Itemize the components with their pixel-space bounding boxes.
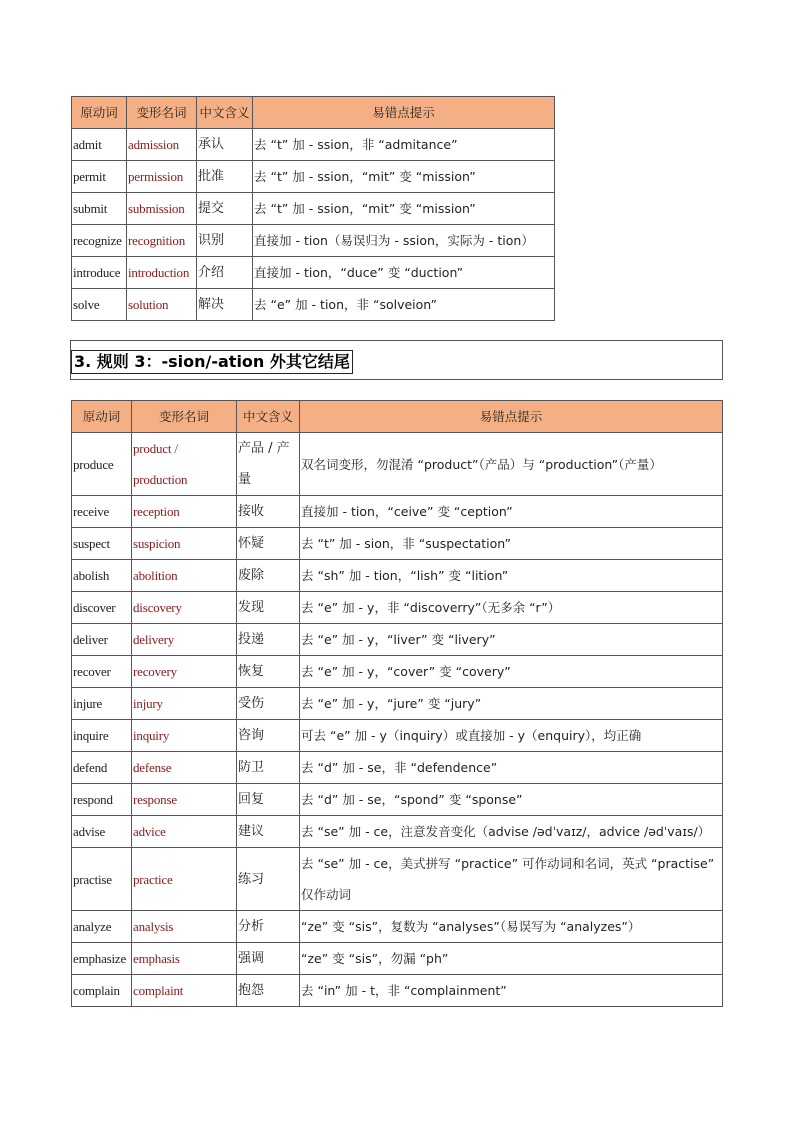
table-row xyxy=(72,688,723,720)
verb-cell: inquire xyxy=(72,720,132,752)
meaning-cell: 咨询 xyxy=(237,720,300,752)
header-noun: 变形名词 xyxy=(132,401,237,433)
meaning-cell: 强调 xyxy=(237,943,300,975)
verb-cell: submit xyxy=(72,193,127,225)
table-row xyxy=(72,193,555,225)
tip-cell: 去 “e” 加 - tion，非 “solveion” xyxy=(253,289,555,321)
meaning-cell: 练习 xyxy=(237,848,300,911)
table-row xyxy=(72,257,555,289)
noun-cell: response xyxy=(132,784,237,816)
verb-cell: injure xyxy=(72,688,132,720)
table-row xyxy=(72,560,723,592)
table-row xyxy=(72,496,723,528)
tip-cell: 去 “t” 加 - ssion，“mit” 变 “mission” xyxy=(253,193,555,225)
noun-cell: practice xyxy=(132,848,237,911)
meaning-cell: 产品 / 产量 xyxy=(237,433,300,496)
tip-cell: 直接加 - tion（易误归为 - ssion，实际为 - tion） xyxy=(253,225,555,257)
tip-cell: 去 “t” 加 - sion，非 “suspectation” xyxy=(300,528,723,560)
table-row xyxy=(72,848,723,911)
tip-cell: 直接加 - tion，“duce” 变 “duction” xyxy=(253,257,555,289)
table-row xyxy=(72,161,555,193)
tip-cell: 去 “t” 加 - ssion，“mit” 变 “mission” xyxy=(253,161,555,193)
meaning-cell: 怀疑 xyxy=(237,528,300,560)
verb-cell: recover xyxy=(72,656,132,688)
noun-cell: defense xyxy=(132,752,237,784)
noun-cell: submission xyxy=(127,193,197,225)
meaning-cell: 抱怨 xyxy=(237,975,300,1007)
verb-cell: complain xyxy=(72,975,132,1007)
meaning-cell: 防卫 xyxy=(237,752,300,784)
tip-cell: 去 “sh” 加 - tion，“lish” 变 “lition” xyxy=(300,560,723,592)
verb-cell: defend xyxy=(72,752,132,784)
noun-cell: permission xyxy=(127,161,197,193)
table-row xyxy=(72,624,723,656)
noun-cell: recognition xyxy=(127,225,197,257)
section-title: 3. 规则 3：-sion/-ation 外其它结尾 xyxy=(71,350,353,374)
noun-cell: injury xyxy=(132,688,237,720)
table-row xyxy=(72,433,723,496)
tip-cell: 去 “e” 加 - y，“jure” 变 “jury” xyxy=(300,688,723,720)
noun-cell: advice xyxy=(132,816,237,848)
noun-cell: complaint xyxy=(132,975,237,1007)
tip-cell: 去 “d” 加 - se，“spond” 变 “sponse” xyxy=(300,784,723,816)
meaning-cell: 分析 xyxy=(237,911,300,943)
meaning-cell: 恢复 xyxy=(237,656,300,688)
table-row xyxy=(72,129,555,161)
noun-cell: admission xyxy=(127,129,197,161)
verb-cell: introduce xyxy=(72,257,127,289)
verb-cell: emphasize xyxy=(72,943,132,975)
tip-cell: 去 “t” 加 - ssion，非 “admitance” xyxy=(253,129,555,161)
verb-cell: discover xyxy=(72,592,132,624)
noun-cell: delivery xyxy=(132,624,237,656)
verb-cell: analyze xyxy=(72,911,132,943)
noun-cell: analysis xyxy=(132,911,237,943)
meaning-cell: 承认 xyxy=(197,129,253,161)
meaning-cell: 识别 xyxy=(197,225,253,257)
verb-cell: recognize xyxy=(72,225,127,257)
header-noun: 变形名词 xyxy=(127,97,197,129)
meaning-cell: 发现 xyxy=(237,592,300,624)
meaning-cell: 建议 xyxy=(237,816,300,848)
verb-noun-table-1 xyxy=(71,96,555,321)
verb-cell: permit xyxy=(72,161,127,193)
verb-cell: advise xyxy=(72,816,132,848)
meaning-cell: 回复 xyxy=(237,784,300,816)
table-header-row xyxy=(72,401,723,433)
table-row xyxy=(72,975,723,1007)
tip-cell: 去 “e” 加 - y，“liver” 变 “livery” xyxy=(300,624,723,656)
verb-cell: produce xyxy=(72,433,132,496)
noun-cell: emphasis xyxy=(132,943,237,975)
header-tip: 易错点提示 xyxy=(253,97,555,129)
table-row xyxy=(72,784,723,816)
meaning-cell: 提交 xyxy=(197,193,253,225)
tip-cell: 去 “e” 加 - y，“cover” 变 “covery” xyxy=(300,656,723,688)
verb-cell: receive xyxy=(72,496,132,528)
noun-cell: product / production xyxy=(132,433,237,496)
tip-cell: 双名词变形，勿混淆 “product”（产品）与 “production”（产量） xyxy=(300,433,723,496)
tip-cell: 可去 “e” 加 - y（inquiry）或直接加 - y（enquiry），均正确 xyxy=(300,720,723,752)
noun-cell: introduction xyxy=(127,257,197,289)
table-row xyxy=(72,816,723,848)
table-row xyxy=(72,225,555,257)
verb-cell: solve xyxy=(72,289,127,321)
noun-cell: inquiry xyxy=(132,720,237,752)
tip-cell: 去 “se” 加 - ce，美式拼写 “practice” 可作动词和名词，英式 “practise” 仅作动词 xyxy=(300,848,723,911)
table-row xyxy=(72,720,723,752)
table-row xyxy=(72,289,555,321)
tip-cell: 去 “e” 加 - y，非 “discoverry”（无多余 “r”） xyxy=(300,592,723,624)
table-row xyxy=(72,656,723,688)
header-verb: 原动词 xyxy=(72,401,132,433)
meaning-cell: 投递 xyxy=(237,624,300,656)
header-verb: 原动词 xyxy=(72,97,127,129)
meaning-cell: 介绍 xyxy=(197,257,253,289)
verb-cell: abolish xyxy=(72,560,132,592)
meaning-cell: 接收 xyxy=(237,496,300,528)
noun-cell: abolition xyxy=(132,560,237,592)
meaning-cell: 解决 xyxy=(197,289,253,321)
meaning-cell: 受伤 xyxy=(237,688,300,720)
verb-noun-table-2 xyxy=(71,400,723,1007)
tip-cell: “ze” 变 “sis”，复数为 “analyses”（易误写为 “analyzes”） xyxy=(300,911,723,943)
noun-cell: recovery xyxy=(132,656,237,688)
table-row xyxy=(72,943,723,975)
tip-cell: 直接加 - tion，“ceive” 变 “ception” xyxy=(300,496,723,528)
verb-cell: deliver xyxy=(72,624,132,656)
tip-cell: “ze” 变 “sis”，勿漏 “ph” xyxy=(300,943,723,975)
table-header-row xyxy=(72,97,555,129)
tip-cell: 去 “se” 加 - ce，注意发音变化（advise /ədˈvaɪz/，advice /ədˈvaɪs/） xyxy=(300,816,723,848)
meaning-cell: 废除 xyxy=(237,560,300,592)
verb-cell: respond xyxy=(72,784,132,816)
header-meaning: 中文含义 xyxy=(237,401,300,433)
noun-cell: reception xyxy=(132,496,237,528)
header-tip: 易错点提示 xyxy=(300,401,723,433)
tip-cell: 去 “d” 加 - se，非 “defendence” xyxy=(300,752,723,784)
verb-cell: admit xyxy=(72,129,127,161)
verb-cell: practise xyxy=(72,848,132,911)
noun-cell: discovery xyxy=(132,592,237,624)
verb-cell: suspect xyxy=(72,528,132,560)
meaning-cell: 批准 xyxy=(197,161,253,193)
table-row xyxy=(72,911,723,943)
table-row xyxy=(72,592,723,624)
header-meaning: 中文含义 xyxy=(197,97,253,129)
tip-cell: 去 “in” 加 - t，非 “complainment” xyxy=(300,975,723,1007)
table-row xyxy=(72,752,723,784)
table-row xyxy=(72,528,723,560)
noun-cell: suspicion xyxy=(132,528,237,560)
noun-cell: solution xyxy=(127,289,197,321)
